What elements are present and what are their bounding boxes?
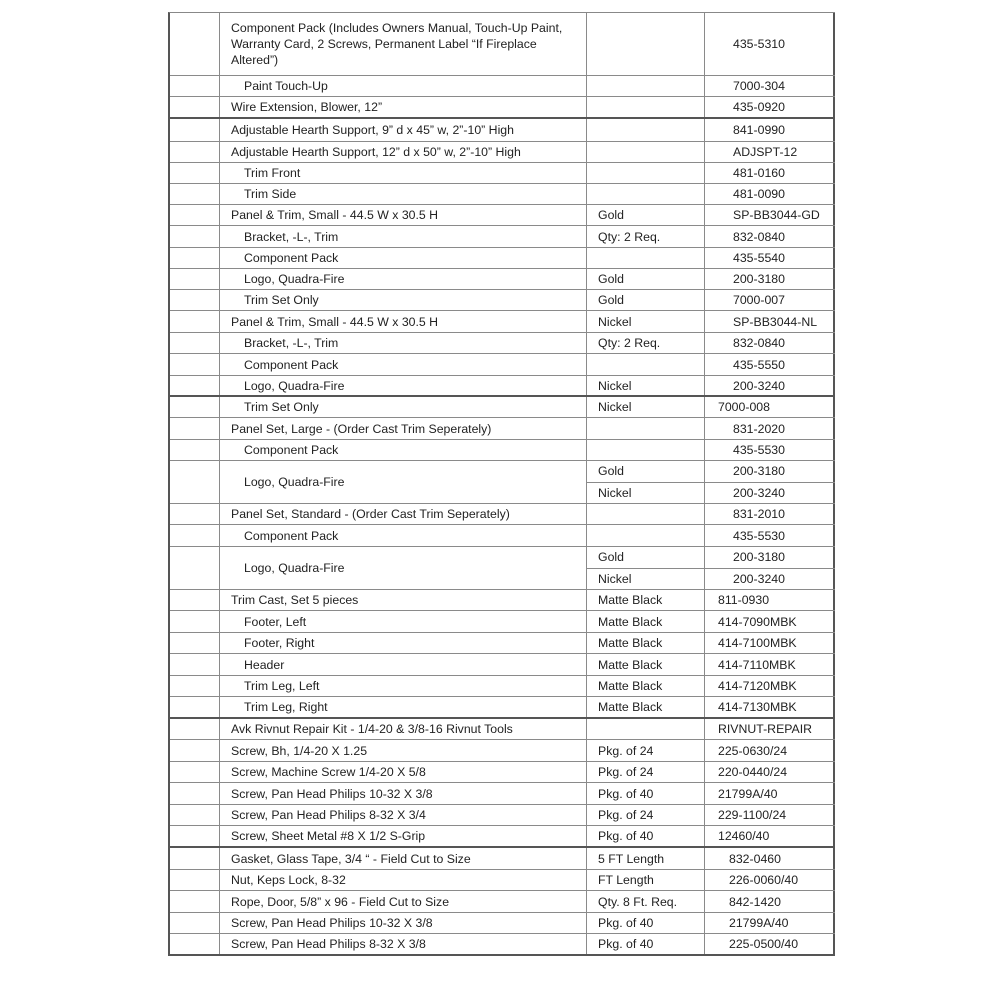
finish-cell (587, 184, 705, 204)
description-cell: Screw, Bh, 1/4-20 X 1.25 (220, 740, 587, 761)
table-row (168, 461, 835, 504)
finish-cell: Matte Black (587, 633, 705, 653)
table-row (168, 311, 835, 333)
part-number-cell: 842-1420 (705, 891, 835, 912)
finish-cell: Pkg. of 24 (587, 740, 705, 761)
description-cell: Footer, Left (220, 611, 587, 632)
blank-cell (168, 290, 220, 310)
description-cell: Panel & Trim, Small - 44.5 W x 30.5 H (220, 311, 587, 332)
finish-cell: Pkg. of 24 (587, 805, 705, 825)
blank-cell (168, 762, 220, 782)
part-number-cell: 435-5530 (705, 440, 835, 460)
blank-cell (168, 163, 220, 183)
blank-cell (168, 891, 220, 912)
finish-cell: Gold (587, 205, 705, 225)
finish-cell (587, 163, 705, 183)
blank-cell (168, 461, 220, 503)
part-number-cell: 225-0500/40 (705, 934, 835, 954)
table-row (168, 934, 835, 956)
description-cell: Footer, Right (220, 633, 587, 653)
finish-cell (587, 12, 705, 75)
table-row (168, 119, 835, 142)
blank-cell (168, 913, 220, 933)
description-cell: Component Pack (220, 440, 587, 460)
table-row (168, 205, 835, 226)
finish-cell: Pkg. of 40 (587, 934, 705, 954)
table-row (168, 590, 835, 611)
blank-cell (168, 376, 220, 395)
part-number-cell: 414-7090MBK (705, 611, 835, 632)
finish-cell (587, 76, 705, 96)
part-number-cell: 7000-304 (705, 76, 835, 96)
finish-cell: Pkg. of 24 (587, 762, 705, 782)
table-row (168, 913, 835, 934)
part-number-cell: RIVNUT-REPAIR (705, 719, 835, 739)
blank-cell (168, 184, 220, 204)
finish-cell: Matte Black (587, 590, 705, 610)
table-row (168, 142, 835, 163)
table-row (168, 184, 835, 205)
part-number-cell: 414-7110MBK (705, 654, 835, 675)
description-cell: Trim Set Only (220, 397, 587, 417)
part-number-cell: 832-0840 (705, 226, 835, 247)
blank-cell (168, 783, 220, 804)
table-row (168, 525, 835, 547)
part-number-cell: 12460/40 (705, 826, 835, 846)
finish-cell: Matte Black (587, 611, 705, 632)
part-number-cell: 200-3180 (705, 547, 835, 568)
table-row (168, 547, 835, 590)
table-row (168, 740, 835, 762)
finish-cell (587, 97, 705, 117)
table-row (168, 891, 835, 913)
blank-cell (168, 76, 220, 96)
blank-cell (168, 525, 220, 546)
table-row (168, 762, 835, 783)
description-cell: Rope, Door, 5/8” x 96 - Field Cut to Size (220, 891, 587, 912)
blank-cell (168, 142, 220, 162)
finish-cell: Qty: 2 Req. (587, 333, 705, 353)
blank-cell (168, 119, 220, 141)
finish-cell (587, 119, 705, 141)
blank-cell (168, 848, 220, 869)
blank-cell (168, 397, 220, 417)
description-cell: Gasket, Glass Tape, 3/4 “ - Field Cut to Size (220, 848, 587, 869)
blank-cell (168, 504, 220, 524)
description-cell: Component Pack (220, 354, 587, 375)
description-cell: Trim Cast, Set 5 pieces (220, 590, 587, 610)
description-cell: Wire Extension, Blower, 12” (220, 97, 587, 117)
description-cell: Panel & Trim, Small - 44.5 W x 30.5 H (220, 205, 587, 225)
table-row (168, 783, 835, 805)
blank-cell (168, 97, 220, 117)
part-number-cell: 435-5310 (705, 12, 835, 75)
part-number-cell: 414-7120MBK (705, 676, 835, 696)
finish-cell (587, 525, 705, 546)
part-number-cell: 7000-008 (705, 397, 835, 417)
table-row (168, 504, 835, 525)
description-cell: Screw, Pan Head Philips 8-32 X 3/4 (220, 805, 587, 825)
description-cell: Screw, Pan Head Philips 10-32 X 3/8 (220, 913, 587, 933)
finish-cell: Pkg. of 40 (587, 913, 705, 933)
blank-cell (168, 205, 220, 225)
part-number-cell: 226-0060/40 (705, 870, 835, 890)
finish-cell: Pkg. of 40 (587, 783, 705, 804)
blank-cell (168, 633, 220, 653)
table-row (168, 12, 835, 76)
part-number-cell: 832-0840 (705, 333, 835, 353)
description-cell: Adjustable Hearth Support, 9” d x 45” w, 2”-10” High (220, 119, 587, 141)
table-row (168, 697, 835, 719)
description-cell: Avk Rivnut Repair Kit - 1/4-20 & 3/8-16 Rivnut Tools (220, 719, 587, 739)
description-cell: Header (220, 654, 587, 675)
finish-cell (587, 142, 705, 162)
description-cell: Nut, Keps Lock, 8-32 (220, 870, 587, 890)
finish-cell (587, 418, 705, 439)
finish-cell: Qty: 2 Req. (587, 226, 705, 247)
description-cell: Logo, Quadra-Fire (220, 376, 587, 395)
blank-cell (168, 547, 220, 589)
finish-cell (587, 354, 705, 375)
part-number-cell: 811-0930 (705, 590, 835, 610)
finish-cell: Matte Black (587, 654, 705, 675)
description-cell: Bracket, -L-, Trim (220, 333, 587, 353)
finish-cell: Nickel (587, 311, 705, 332)
description-cell: Component Pack (220, 248, 587, 268)
blank-cell (168, 269, 220, 289)
finish-cell: Nickel (587, 376, 705, 395)
blank-cell (168, 12, 220, 75)
blank-cell (168, 740, 220, 761)
description-cell: Screw, Pan Head Philips 8-32 X 3/8 (220, 934, 587, 954)
description-cell: Paint Touch-Up (220, 76, 587, 96)
description-cell: Trim Set Only (220, 290, 587, 310)
finish-cell: Gold (587, 461, 705, 482)
description-cell: Component Pack (Includes Owners Manual, Touch-Up Paint, Warranty Card, 2 Screws, Permanent Label “If Fireplace Altered”) (220, 12, 587, 75)
part-number-cell: 481-0160 (705, 163, 835, 183)
blank-cell (168, 826, 220, 846)
part-number-cell: 7000-007 (705, 290, 835, 310)
part-number-cell: 200-3240 (705, 483, 835, 504)
blank-cell (168, 418, 220, 439)
table-row (168, 76, 835, 97)
finish-cell (587, 504, 705, 524)
blank-cell (168, 311, 220, 332)
finish-cell: Nickel (587, 569, 705, 590)
table-row (168, 654, 835, 676)
description-cell: Screw, Sheet Metal #8 X 1/2 S-Grip (220, 826, 587, 846)
finish-cell: Matte Black (587, 676, 705, 696)
table-row (168, 440, 835, 461)
description-cell: Trim Leg, Right (220, 697, 587, 717)
table-row (168, 97, 835, 119)
blank-cell (168, 590, 220, 610)
table-row (168, 848, 835, 870)
part-number-cell: 414-7100MBK (705, 633, 835, 653)
blank-cell (168, 354, 220, 375)
blank-cell (168, 333, 220, 353)
table-row (168, 226, 835, 248)
description-cell: Logo, Quadra-Fire (220, 269, 587, 289)
table-row (168, 354, 835, 376)
blank-cell (168, 654, 220, 675)
table-row (168, 290, 835, 311)
part-number-cell: 225-0630/24 (705, 740, 835, 761)
table-row (168, 870, 835, 891)
finish-cell (587, 248, 705, 268)
part-number-cell: 841-0990 (705, 119, 835, 141)
table-row (168, 805, 835, 826)
finish-cell: Nickel (587, 397, 705, 417)
blank-cell (168, 611, 220, 632)
description-cell: Logo, Quadra-Fire (220, 547, 587, 589)
finish-cell: Qty. 8 Ft. Req. (587, 891, 705, 912)
description-cell: Panel Set, Standard - (Order Cast Trim Seperately) (220, 504, 587, 524)
blank-cell (168, 248, 220, 268)
part-number-cell: 832-0460 (705, 848, 835, 869)
blank-cell (168, 719, 220, 739)
table-row (168, 248, 835, 269)
description-cell: Trim Front (220, 163, 587, 183)
part-number-cell: 200-3180 (705, 269, 835, 289)
finish-cell (587, 719, 705, 739)
part-number-cell: 481-0090 (705, 184, 835, 204)
description-cell: Bracket, -L-, Trim (220, 226, 587, 247)
table-row (168, 611, 835, 633)
part-number-cell: 831-2010 (705, 504, 835, 524)
table-row (168, 333, 835, 354)
table-row (168, 826, 835, 848)
table-row (168, 719, 835, 740)
table-row (168, 397, 835, 418)
finish-cell: Matte Black (587, 697, 705, 717)
blank-cell (168, 805, 220, 825)
description-cell: Screw, Pan Head Philips 10-32 X 3/8 (220, 783, 587, 804)
part-number-cell: 831-2020 (705, 418, 835, 439)
part-number-cell: 21799A/40 (705, 913, 835, 933)
description-cell: Adjustable Hearth Support, 12” d x 50” w, 2”-10” High (220, 142, 587, 162)
part-number-cell: 200-3240 (705, 376, 835, 395)
finish-cell: Nickel (587, 483, 705, 504)
part-number-cell: 435-0920 (705, 97, 835, 117)
part-number-cell: SP-BB3044-NL (705, 311, 835, 332)
table-row (168, 376, 835, 397)
part-number-cell: 220-0440/24 (705, 762, 835, 782)
description-cell: Trim Side (220, 184, 587, 204)
part-number-cell: 435-5530 (705, 525, 835, 546)
finish-cell: FT Length (587, 870, 705, 890)
blank-cell (168, 934, 220, 954)
description-cell: Component Pack (220, 525, 587, 546)
part-number-cell: 435-5540 (705, 248, 835, 268)
description-cell: Panel Set, Large - (Order Cast Trim Seperately) (220, 418, 587, 439)
part-number-cell: 200-3180 (705, 461, 835, 482)
finish-cell: Gold (587, 547, 705, 568)
table-row (168, 418, 835, 440)
part-number-cell: SP-BB3044-GD (705, 205, 835, 225)
part-number-cell: 435-5550 (705, 354, 835, 375)
finish-cell (587, 440, 705, 460)
blank-cell (168, 676, 220, 696)
blank-cell (168, 697, 220, 717)
part-number-cell: 21799A/40 (705, 783, 835, 804)
part-number-cell: ADJSPT-12 (705, 142, 835, 162)
description-cell: Trim Leg, Left (220, 676, 587, 696)
finish-cell: Gold (587, 290, 705, 310)
description-cell: Logo, Quadra-Fire (220, 461, 587, 503)
table-row (168, 163, 835, 184)
finish-cell: Gold (587, 269, 705, 289)
blank-cell (168, 440, 220, 460)
table-row (168, 633, 835, 654)
blank-cell (168, 226, 220, 247)
parts-table (168, 12, 835, 956)
blank-cell (168, 870, 220, 890)
table-row (168, 676, 835, 697)
part-number-cell: 414-7130MBK (705, 697, 835, 717)
part-number-cell: 200-3240 (705, 569, 835, 590)
part-number-cell: 229-1100/24 (705, 805, 835, 825)
finish-cell: 5 FT Length (587, 848, 705, 869)
finish-cell: Pkg. of 40 (587, 826, 705, 846)
table-row (168, 269, 835, 290)
description-cell: Screw, Machine Screw 1/4-20 X 5/8 (220, 762, 587, 782)
